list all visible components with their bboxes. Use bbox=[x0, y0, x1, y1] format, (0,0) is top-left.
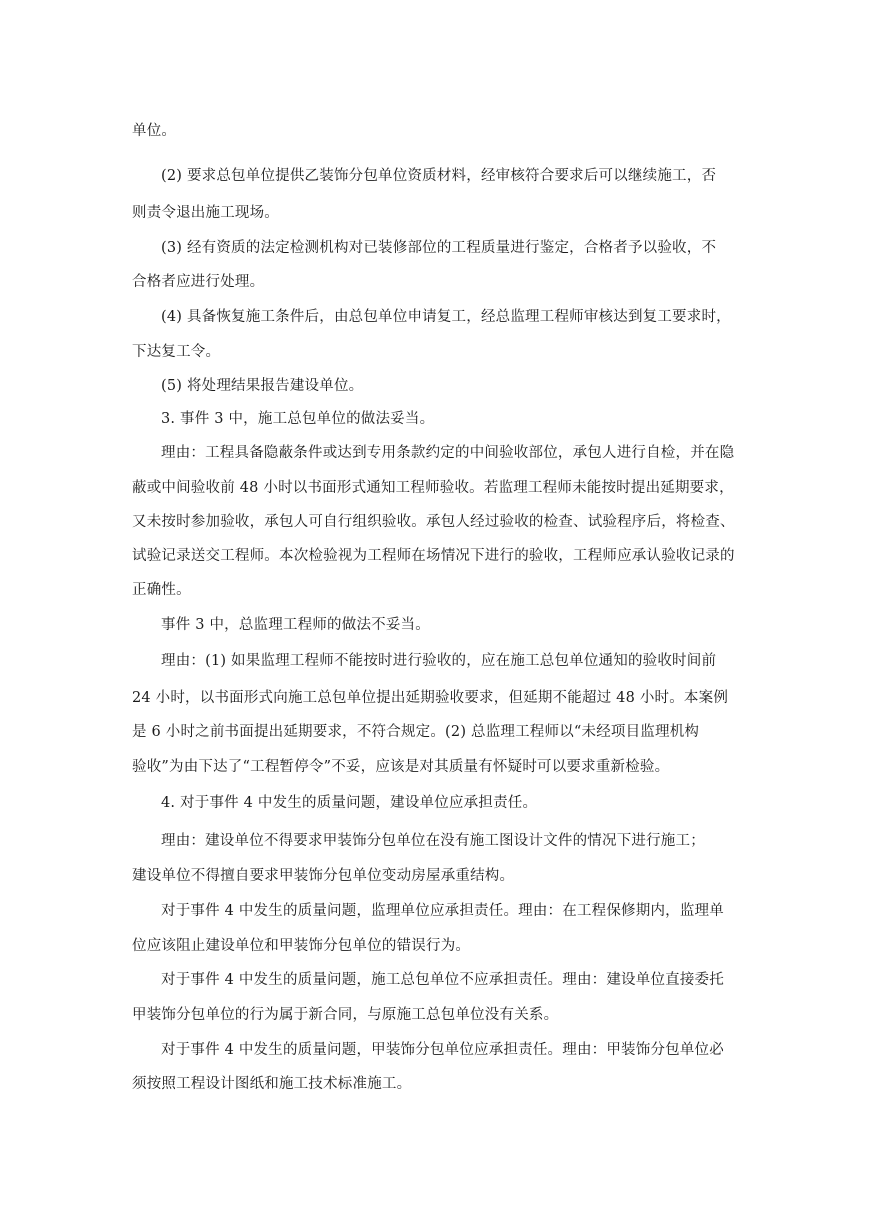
text-line: 合格者应进行处理。 bbox=[132, 274, 265, 290]
text-line: 甲装饰分包单位的行为属于新合同，与原施工总包单位没有关系。 bbox=[132, 1007, 559, 1023]
text-line: 事件 3 中，总监理工程师的做法不妥当。 bbox=[161, 617, 430, 633]
text-line: (2) 要求总包单位提供乙装饰分包单位资质材料，经审核符合要求后可以继续施工，否 bbox=[161, 168, 717, 184]
text-line: 验收”为由下达了“工程暂停令”不妥，应该是对其质量有怀疑时可以要求重新检验。 bbox=[132, 759, 670, 775]
text-line: 3. 事件 3 中，施工总包单位的做法妥当。 bbox=[161, 411, 435, 427]
text-line: 4. 对于事件 4 中发生的质量问题，建设单位应承担责任。 bbox=[161, 795, 538, 811]
text-line: 单位。 bbox=[132, 123, 177, 139]
text-line: 建设单位不得擅自要求甲装饰分包单位变动房屋承重结构。 bbox=[132, 868, 515, 884]
text-line: 理由：(1) 如果监理工程师不能按时进行验收的，应在施工总包单位通知的验收时间前 bbox=[161, 653, 717, 669]
text-line: (5) 将处理结果报告建设单位。 bbox=[161, 378, 364, 394]
text-line: 蔽或中间验收前 48 小时以书面形式通知工程师验收。若监理工程师未能按时提出延期要求， bbox=[132, 480, 734, 496]
text-line: 下达复工令。 bbox=[132, 344, 221, 360]
text-line: 24 小时，以书面形式向施工总包单位提出延期验收要求，但延期不能超过 48 小时。本案例 bbox=[132, 690, 729, 706]
text-line: 理由：工程具备隐蔽条件或达到专用条款约定的中间验收部位，承包人进行自检，并在隐 bbox=[161, 445, 735, 461]
text-line: 位应该阻止建设单位和甲装饰分包单位的错误行为。 bbox=[132, 938, 471, 954]
text-line: 对于事件 4 中发生的质量问题，监理单位应承担责任。理由：在工程保修期内，监理单 bbox=[161, 903, 724, 919]
text-line: 对于事件 4 中发生的质量问题，施工总包单位不应承担责任。理由：建设单位直接委托 bbox=[161, 972, 724, 988]
text-line: 理由：建设单位不得要求甲装饰分包单位在没有施工图设计文件的情况下进行施工； bbox=[161, 833, 705, 849]
text-line: 正确性。 bbox=[132, 582, 191, 598]
text-line: (4) 具备恢复施工条件后，由总包单位申请复工，经总监理工程师审核达到复工要求时， bbox=[161, 309, 731, 325]
text-line: 是 6 小时之前书面提出延期要求，不符合规定。(2) 总监理工程师以“未经项目监理机构 bbox=[132, 724, 700, 740]
text-line: (3) 经有资质的法定检测机构对已装修部位的工程质量进行鉴定，合格者予以验收，不 bbox=[161, 240, 717, 256]
text-line: 又未按时参加验收，承包人可自行组织验收。承包人经过验收的检查、试验程序后，将检查、 bbox=[132, 514, 735, 530]
text-line: 须按照工程设计图纸和施工技术标准施工。 bbox=[132, 1076, 412, 1092]
text-line: 试验记录送交工程师。本次检验视为工程师在场情况下进行的验收，工程师应承认验收记录的 bbox=[132, 548, 735, 564]
text-line: 对于事件 4 中发生的质量问题，甲装饰分包单位应承担责任。理由：甲装饰分包单位必 bbox=[161, 1042, 724, 1058]
text-line: 则责令退出施工现场。 bbox=[132, 205, 279, 221]
